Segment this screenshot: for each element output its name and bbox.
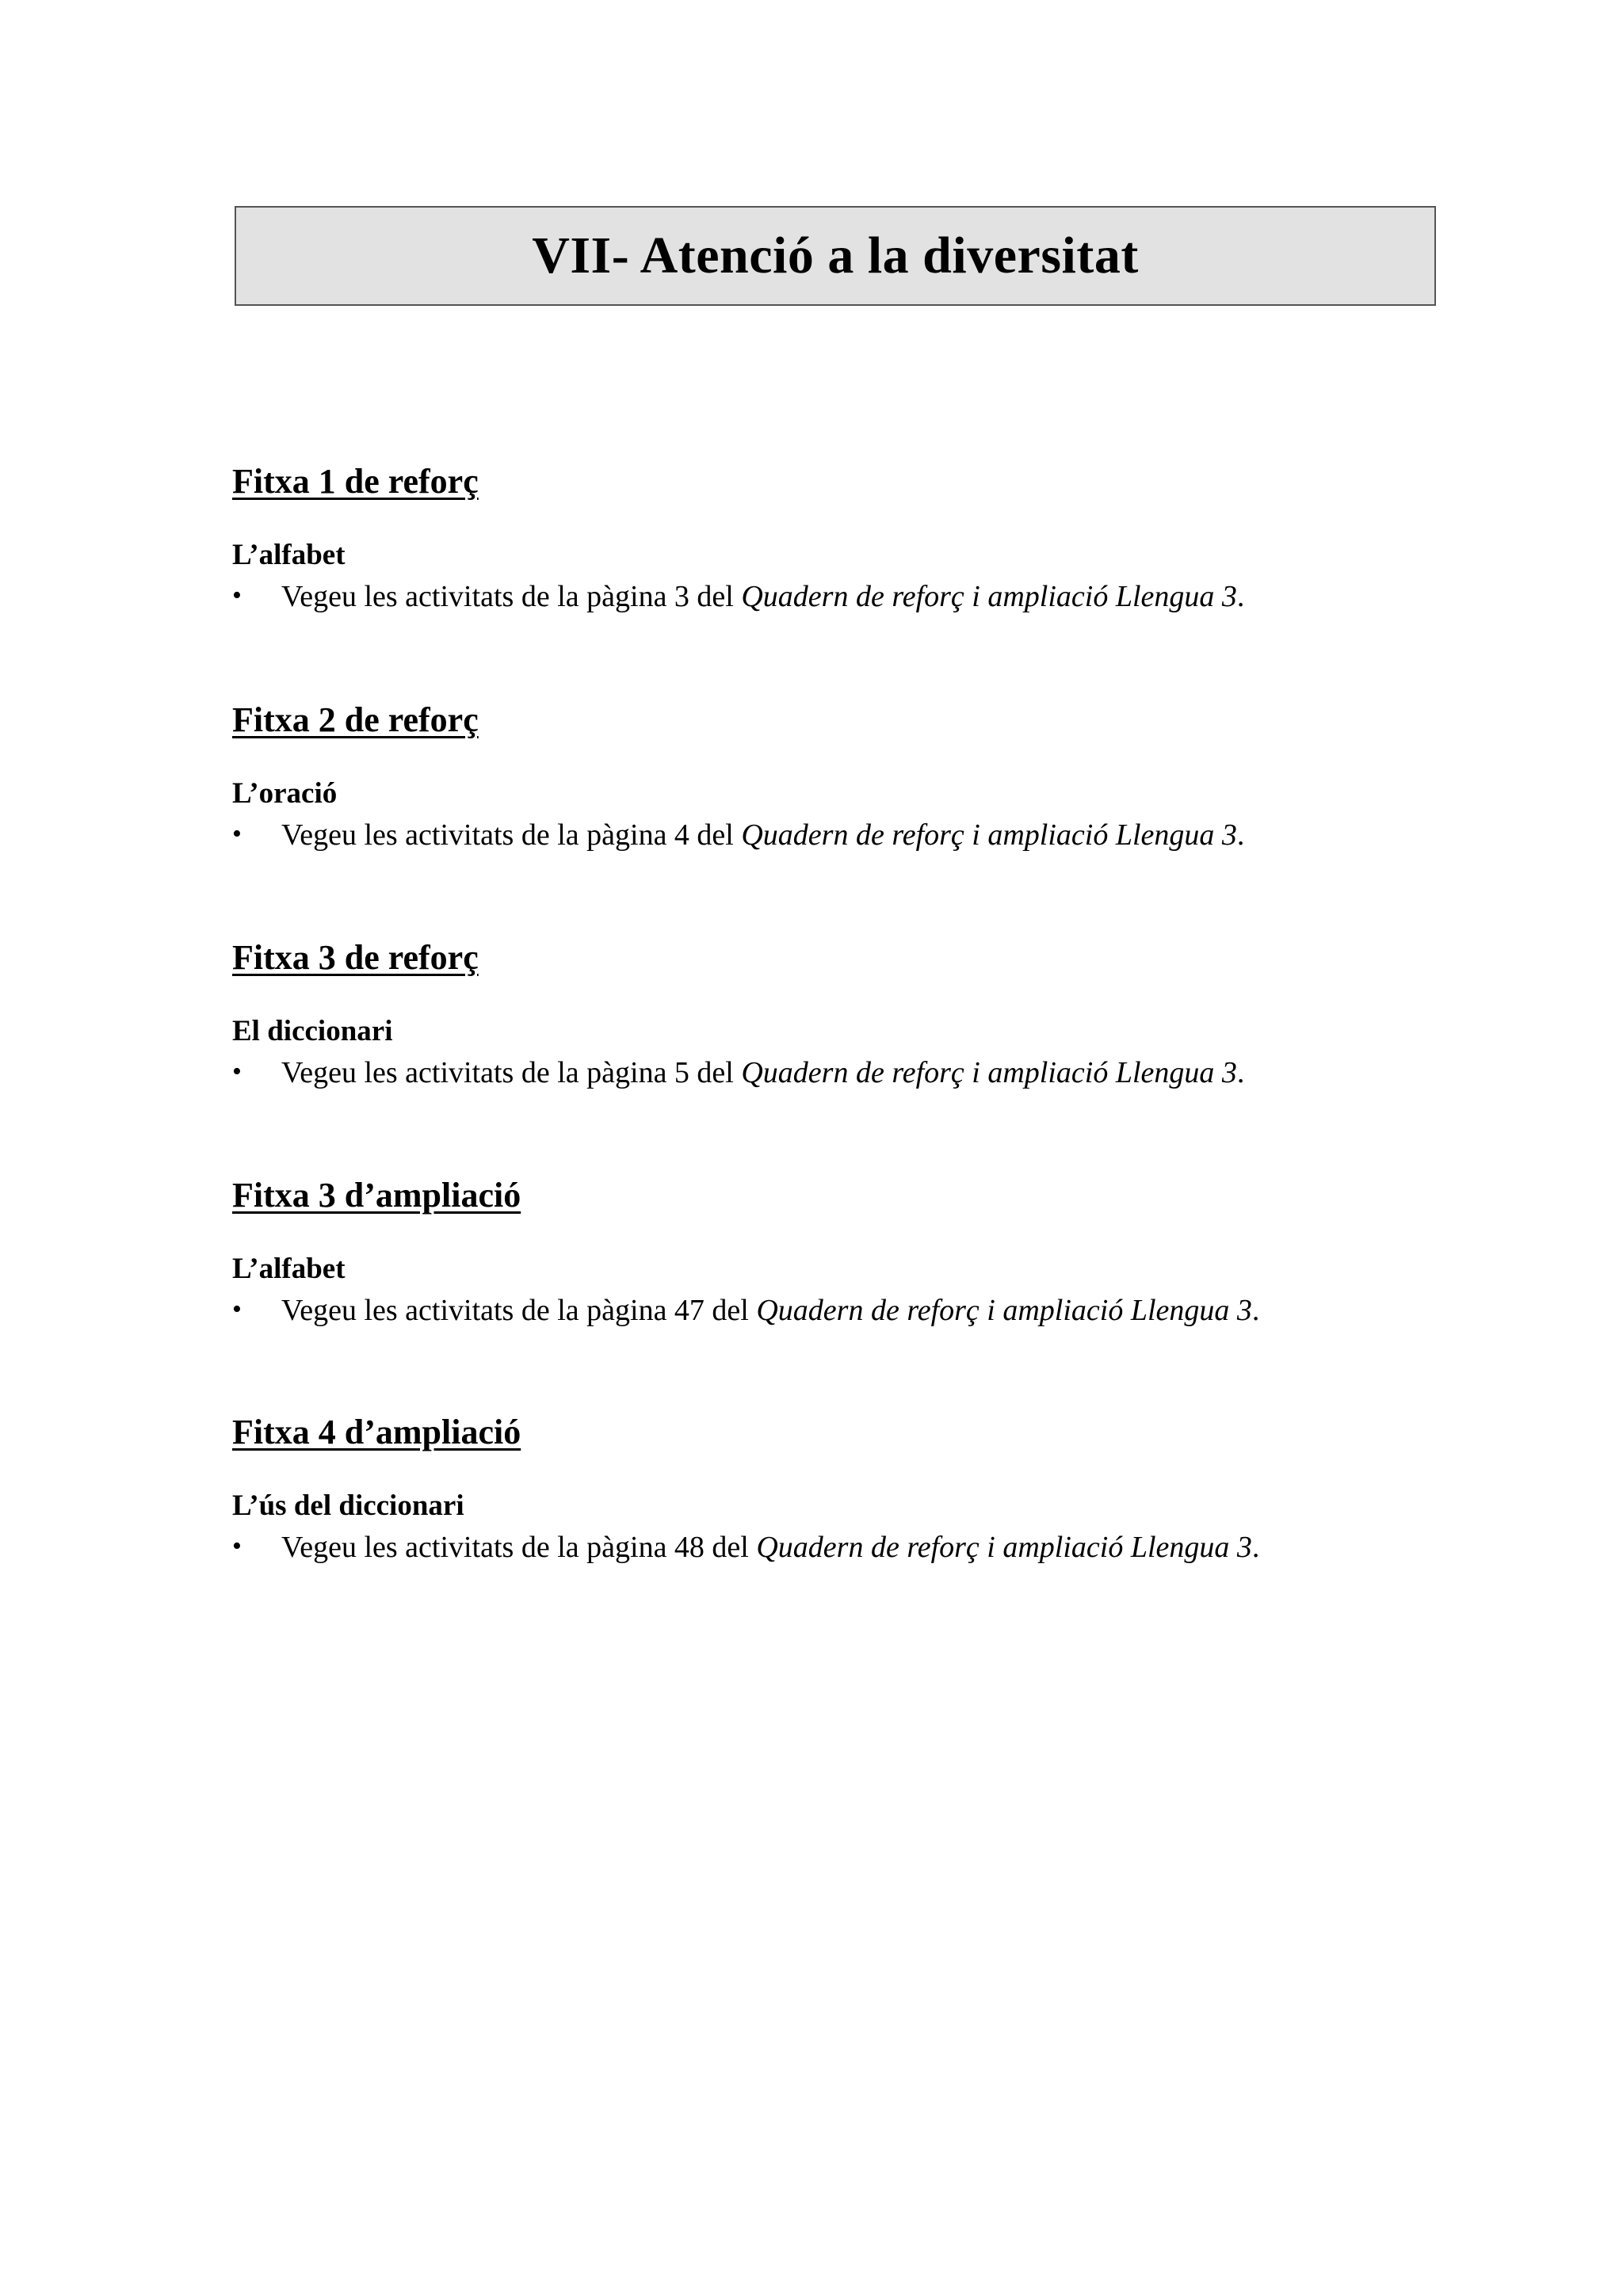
list-item-text: Vegeu les activitats de la pàgina 5 del Quadern de reforç i ampliació Llengua 3. <box>281 1056 1245 1089</box>
bullet-icon: • <box>232 581 242 610</box>
section-fitxa-3-reforc <box>232 940 1500 1092</box>
section-heading: Fitxa 3 d’ampliació <box>232 1176 521 1215</box>
section-fitxa-1-reforc <box>232 464 1500 616</box>
title-box <box>235 206 1436 306</box>
section-subheading: El diccionari <box>232 1015 393 1047</box>
section-subheading: L’ús del diccionari <box>232 1489 464 1522</box>
book-title: Quadern de reforç i ampliació Llengua 3 <box>756 1294 1252 1327</box>
section-heading: Fitxa 2 de reforç <box>232 700 479 739</box>
list-item <box>232 581 1500 616</box>
section-fitxa-2-reforc <box>232 700 1500 854</box>
section-subheading: L’oració <box>232 777 338 810</box>
section-heading: Fitxa 4 d’ampliació <box>232 1413 521 1451</box>
section-heading: Fitxa 3 de reforç <box>232 938 479 977</box>
bullet-icon: • <box>232 1531 242 1561</box>
section-subheading: L’alfabet <box>232 1253 346 1285</box>
section-fitxa-3-ampliacio <box>232 1178 1500 1329</box>
list-item <box>232 1057 1500 1092</box>
list-item-text: Vegeu les activitats de la pàgina 4 del Quadern de reforç i ampliació Llengua 3. <box>281 818 1245 852</box>
list-item <box>232 819 1500 854</box>
list-item-text: Vegeu les activitats de la pàgina 48 del Quadern de reforç i ampliació Llengua 3. <box>281 1531 1260 1564</box>
list-item <box>232 1295 1500 1329</box>
book-title: Quadern de reforç i ampliació Llengua 3 <box>741 818 1237 852</box>
page-title: VII- Atenció a la diversitat <box>532 227 1139 284</box>
section-fitxa-4-ampliacio <box>232 1415 1500 1566</box>
bullet-icon: • <box>232 1057 242 1086</box>
bullet-icon: • <box>232 819 242 849</box>
section-heading: Fitxa 1 de reforç <box>232 462 479 501</box>
list-item-text: Vegeu les activitats de la pàgina 47 del Quadern de reforç i ampliació Llengua 3. <box>281 1294 1260 1327</box>
book-title: Quadern de reforç i ampliació Llengua 3 <box>741 1056 1237 1089</box>
book-title: Quadern de reforç i ampliació Llengua 3 <box>756 1531 1252 1564</box>
list-item-text: Vegeu les activitats de la pàgina 3 del Quadern de reforç i ampliació Llengua 3. <box>281 580 1245 613</box>
book-title: Quadern de reforç i ampliació Llengua 3 <box>741 580 1237 613</box>
bullet-icon: • <box>232 1295 242 1324</box>
section-subheading: L’alfabet <box>232 539 346 571</box>
list-item <box>232 1531 1500 1566</box>
